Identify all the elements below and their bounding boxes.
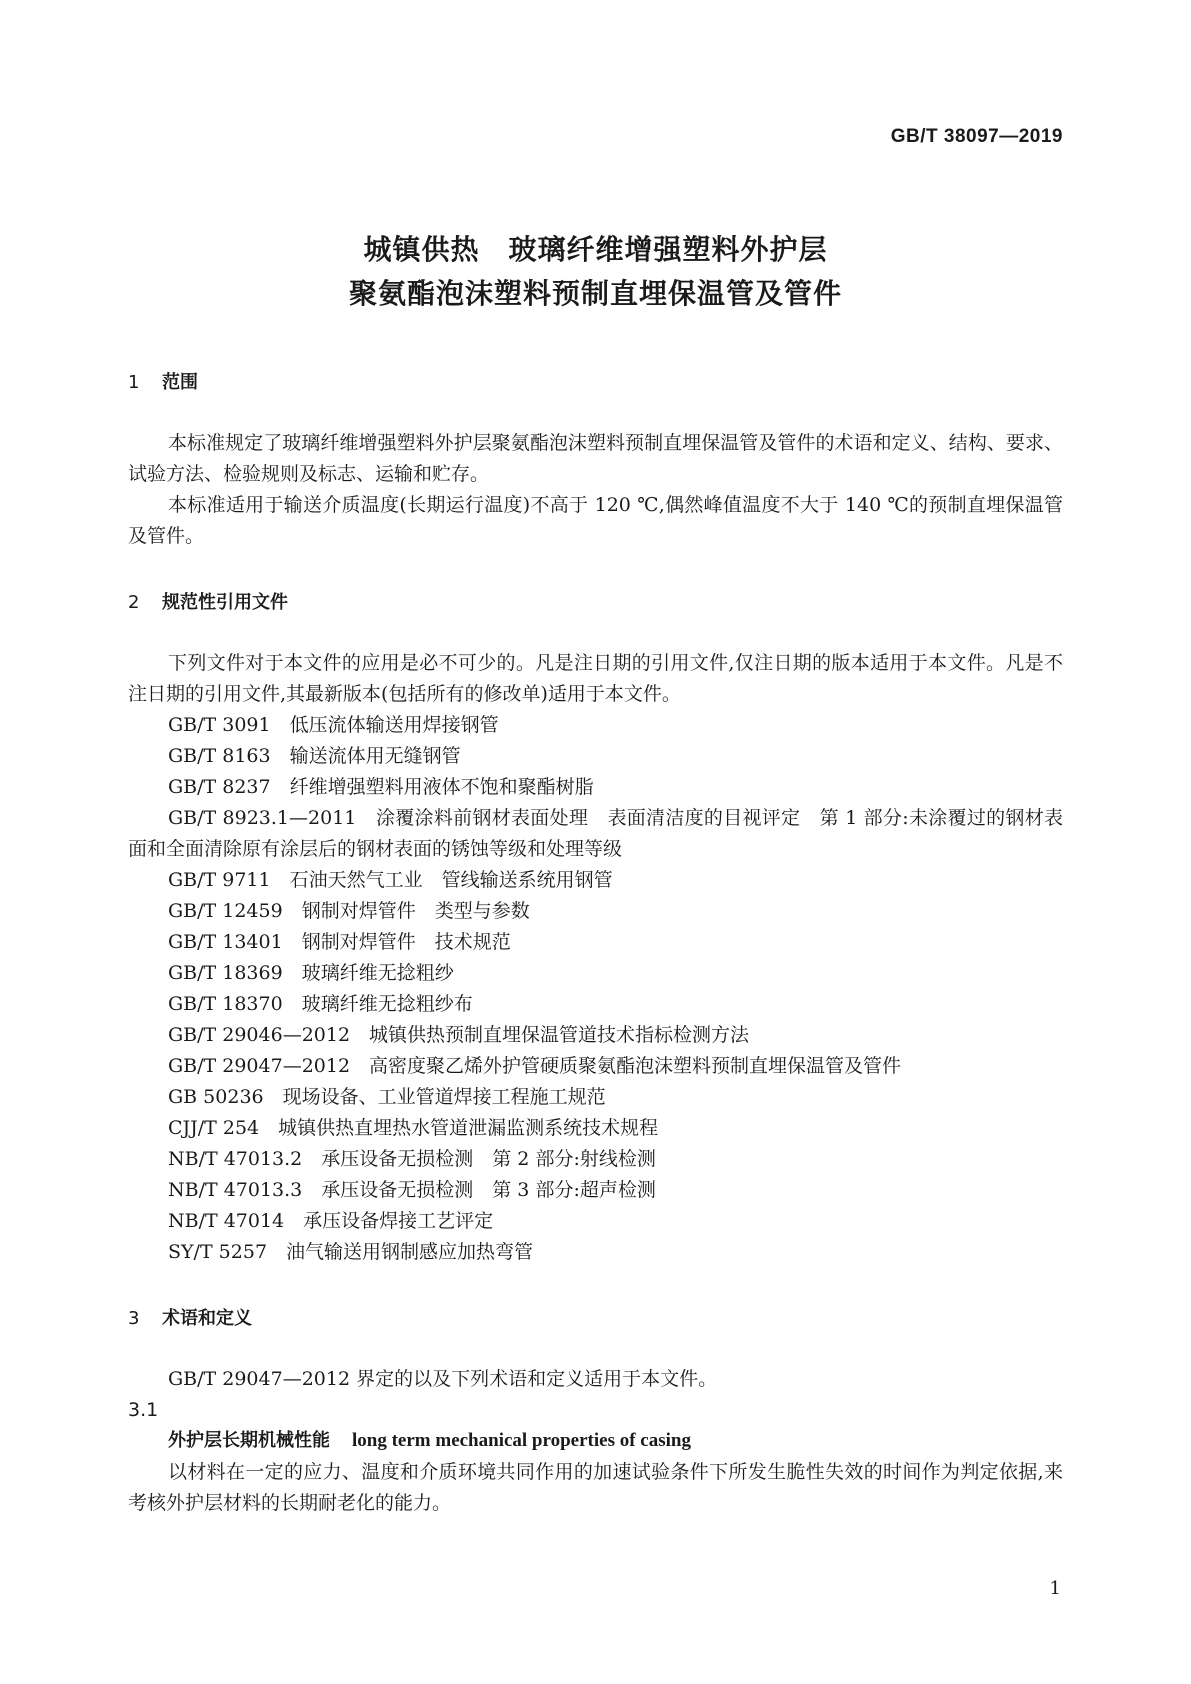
document-title — [0, 228, 1191, 316]
title-line-2: 聚氨酯泡沫塑料预制直埋保温管及管件 — [348, 277, 842, 310]
section-2-title: 规范性引用文件 — [162, 592, 288, 613]
reference-item: GB/T 29046—2012 城镇供热预制直埋保温管道技术指标检测方法 — [168, 1024, 750, 1046]
section-1-number: 1 — [128, 372, 140, 393]
term-title — [128, 1425, 1063, 1457]
reference-item: GB/T 13401 钢制对焊管件 技术规范 — [168, 931, 511, 953]
term-number: 3.1 — [128, 1399, 159, 1421]
term-chinese: 外护层长期机械性能 — [168, 1430, 330, 1451]
reference-item: GB/T 18369 玻璃纤维无捻粗纱 — [168, 962, 454, 984]
section-3-heading — [128, 1304, 1063, 1334]
reference-item: GB/T 18370 玻璃纤维无捻粗纱布 — [168, 993, 473, 1015]
term-definition: 以材料在一定的应力、温度和介质环境共同作用的加速试验条件下所发生脆性失效的时间作为判定依据,来考核外护层材料的长期耐老化的能力。 — [128, 1461, 1063, 1514]
section-3-title: 术语和定义 — [162, 1308, 252, 1329]
document-body — [128, 368, 1063, 1519]
page-number: 1 — [1049, 1578, 1061, 1599]
section-2-number: 2 — [128, 592, 140, 613]
section-2-intro: 下列文件对于本文件的应用是必不可少的。凡是注日期的引用文件,仅注日期的版本适用于本文件。凡是不注日期的引用文件,其最新版本(包括所有的修改单)适用于本文件。 — [128, 652, 1063, 705]
title-line-1: 城镇供热 玻璃纤维增强塑料外护层 — [363, 233, 828, 266]
section-1-paragraph-2: 本标准适用于输送介质温度(长期运行温度)不高于 120 ℃,偶然峰值温度不大于 140 ℃的预制直埋保温管及管件。 — [128, 494, 1063, 547]
reference-item: GB 50236 现场设备、工业管道焊接工程施工规范 — [168, 1086, 606, 1108]
reference-item: GB/T 9711 石油天然气工业 管线输送系统用钢管 — [168, 869, 613, 891]
section-3-intro: GB/T 29047—2012 界定的以及下列术语和定义适用于本文件。 — [168, 1368, 718, 1390]
reference-item: GB/T 8163 输送流体用无缝钢管 — [168, 745, 461, 767]
term-english: long term mechanical properties of casing — [352, 1430, 691, 1451]
reference-item: GB/T 3091 低压流体输送用焊接钢管 — [168, 714, 499, 736]
standard-code: GB/T 38097—2019 — [890, 126, 1063, 147]
reference-item: GB/T 8923.1—2011 涂覆涂料前钢材表面处理 表面清洁度的目视评定 第 1 部分:未涂覆过的钢材表面和全面清除原有涂层后的钢材表面的锈蚀等级和处理等级 — [128, 807, 1063, 860]
reference-item: GB/T 29047—2012 高密度聚乙烯外护管硬质聚氨酯泡沫塑料预制直埋保温管及管件 — [168, 1055, 902, 1077]
reference-item: NB/T 47013.2 承压设备无损检测 第 2 部分:射线检测 — [168, 1148, 656, 1170]
reference-item: NB/T 47014 承压设备焊接工艺评定 — [168, 1210, 494, 1232]
section-2-heading — [128, 588, 1063, 618]
section-3-number: 3 — [128, 1308, 140, 1329]
section-1-heading — [128, 368, 1063, 398]
section-1-title: 范围 — [162, 372, 198, 393]
section-1-paragraph-1: 本标准规定了玻璃纤维增强塑料外护层聚氨酯泡沫塑料预制直埋保温管及管件的术语和定义、结构、要求、试验方法、检验规则及标志、运输和贮存。 — [128, 432, 1063, 485]
reference-item: GB/T 8237 纤维增强塑料用液体不饱和聚酯树脂 — [168, 776, 594, 798]
reference-item: GB/T 12459 钢制对焊管件 类型与参数 — [168, 900, 530, 922]
reference-item: SY/T 5257 油气输送用钢制感应加热弯管 — [168, 1241, 534, 1263]
reference-item: CJJ/T 254 城镇供热直埋热水管道泄漏监测系统技术规程 — [168, 1117, 659, 1139]
reference-item: NB/T 47013.3 承压设备无损检测 第 3 部分:超声检测 — [168, 1179, 656, 1201]
